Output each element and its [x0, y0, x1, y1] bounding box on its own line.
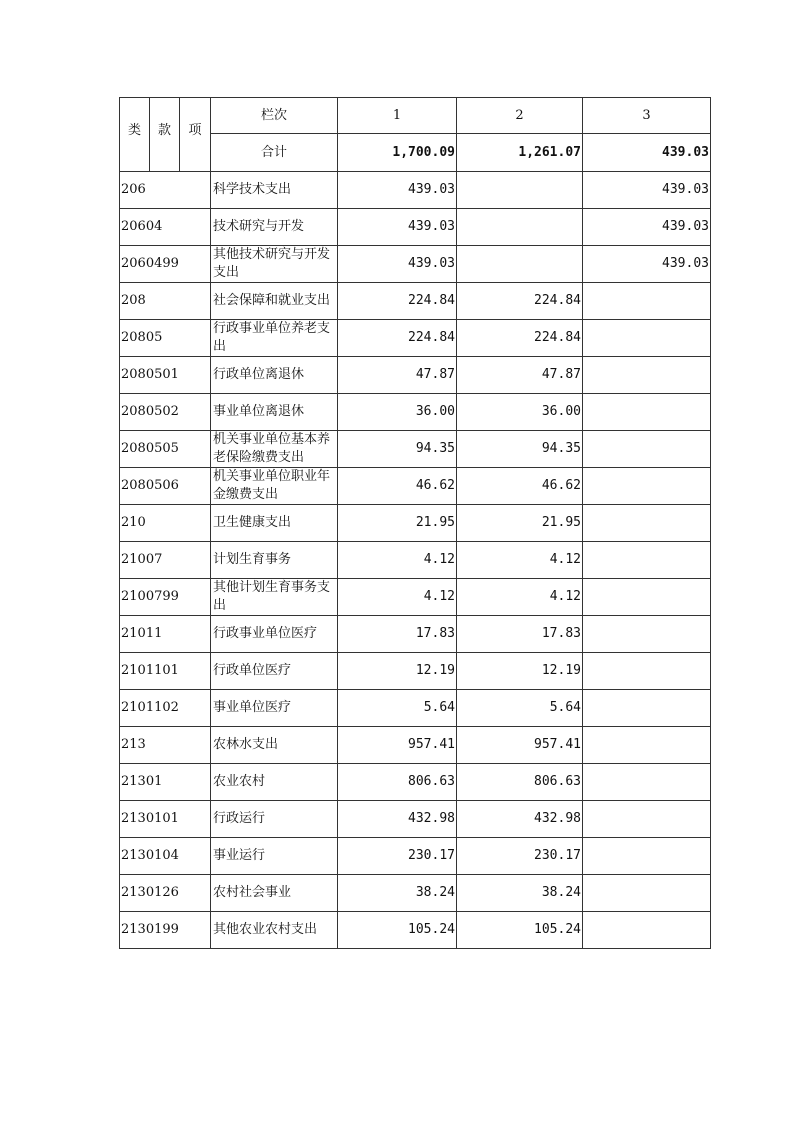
row-name: 事业单位医疗 [211, 690, 338, 727]
row-value-1: 224.84 [338, 283, 457, 320]
row-code: 2130101 [120, 801, 211, 838]
row-value-2 [457, 246, 583, 283]
row-value-1: 4.12 [338, 579, 457, 616]
row-value-2: 21.95 [457, 505, 583, 542]
row-value-1: 47.87 [338, 357, 457, 394]
table-row [120, 209, 711, 246]
row-value-1: 439.03 [338, 209, 457, 246]
row-name: 机关事业单位职业年金缴费支出 [211, 468, 338, 505]
row-name: 其他农业农村支出 [211, 912, 338, 949]
row-value-1: 94.35 [338, 431, 457, 468]
row-value-3 [583, 764, 711, 801]
row-value-1: 105.24 [338, 912, 457, 949]
row-value-3 [583, 431, 711, 468]
row-value-1: 230.17 [338, 838, 457, 875]
row-value-2 [457, 209, 583, 246]
total-value-3: 439.03 [583, 134, 711, 172]
row-value-1: 4.12 [338, 542, 457, 579]
table-row [120, 653, 711, 690]
row-code: 20604 [120, 209, 211, 246]
row-name: 农业农村 [211, 764, 338, 801]
total-value-2: 1,261.07 [457, 134, 583, 172]
row-value-1: 439.03 [338, 246, 457, 283]
table-row [120, 912, 711, 949]
row-value-3 [583, 616, 711, 653]
row-value-2: 17.83 [457, 616, 583, 653]
row-value-1: 36.00 [338, 394, 457, 431]
row-value-3 [583, 320, 711, 357]
row-value-3 [583, 875, 711, 912]
row-value-3 [583, 357, 711, 394]
row-name: 农林水支出 [211, 727, 338, 764]
row-value-2: 5.64 [457, 690, 583, 727]
row-value-2: 36.00 [457, 394, 583, 431]
row-value-3 [583, 912, 711, 949]
table-row [120, 246, 711, 283]
row-value-1: 957.41 [338, 727, 457, 764]
header-lei: 类 [120, 98, 150, 172]
table-row [120, 727, 711, 764]
header-lanci: 栏次 [211, 98, 338, 134]
row-value-2: 957.41 [457, 727, 583, 764]
row-value-2: 432.98 [457, 801, 583, 838]
row-code: 210 [120, 505, 211, 542]
header-row-column-index [120, 98, 711, 134]
row-value-1: 439.03 [338, 172, 457, 209]
row-code: 2080505 [120, 431, 211, 468]
row-value-2: 94.35 [457, 431, 583, 468]
row-code: 2130104 [120, 838, 211, 875]
header-col-2: 2 [457, 98, 583, 134]
row-value-2: 47.87 [457, 357, 583, 394]
header-col-3: 3 [583, 98, 711, 134]
total-label: 合计 [211, 134, 338, 172]
row-value-3 [583, 801, 711, 838]
header-xiang: 项 [180, 98, 211, 172]
total-value-1: 1,700.09 [338, 134, 457, 172]
row-code: 2130199 [120, 912, 211, 949]
row-value-2: 105.24 [457, 912, 583, 949]
row-code: 2080501 [120, 357, 211, 394]
row-code: 2101101 [120, 653, 211, 690]
row-value-1: 432.98 [338, 801, 457, 838]
row-value-3 [583, 653, 711, 690]
table-row [120, 875, 711, 912]
row-code: 20805 [120, 320, 211, 357]
row-value-2: 230.17 [457, 838, 583, 875]
row-name: 其他计划生育事务支出 [211, 579, 338, 616]
table-row [120, 764, 711, 801]
row-value-3 [583, 505, 711, 542]
row-value-3 [583, 394, 711, 431]
row-name: 计划生育事务 [211, 542, 338, 579]
table-row [120, 838, 711, 875]
row-code: 2080502 [120, 394, 211, 431]
row-value-3 [583, 838, 711, 875]
table-row [120, 357, 711, 394]
row-code: 21011 [120, 616, 211, 653]
row-code: 2130126 [120, 875, 211, 912]
row-name: 技术研究与开发 [211, 209, 338, 246]
table-row [120, 690, 711, 727]
row-code: 21301 [120, 764, 211, 801]
row-value-2: 12.19 [457, 653, 583, 690]
header-col-1: 1 [338, 98, 457, 134]
row-name: 科学技术支出 [211, 172, 338, 209]
row-value-3 [583, 283, 711, 320]
row-name: 农村社会事业 [211, 875, 338, 912]
row-name: 事业单位离退休 [211, 394, 338, 431]
row-value-1: 224.84 [338, 320, 457, 357]
row-name: 行政运行 [211, 801, 338, 838]
row-value-1: 12.19 [338, 653, 457, 690]
row-value-3 [583, 690, 711, 727]
table-row [120, 505, 711, 542]
row-value-3 [583, 579, 711, 616]
row-name: 行政单位离退休 [211, 357, 338, 394]
row-name: 行政事业单位医疗 [211, 616, 338, 653]
row-value-1: 5.64 [338, 690, 457, 727]
row-name: 社会保障和就业支出 [211, 283, 338, 320]
row-code: 2100799 [120, 579, 211, 616]
row-value-2: 4.12 [457, 579, 583, 616]
row-name: 行政事业单位养老支出 [211, 320, 338, 357]
row-value-1: 806.63 [338, 764, 457, 801]
row-value-2: 806.63 [457, 764, 583, 801]
table-row [120, 431, 711, 468]
row-value-2: 46.62 [457, 468, 583, 505]
table-row [120, 394, 711, 431]
row-value-2: 224.84 [457, 320, 583, 357]
row-code: 2101102 [120, 690, 211, 727]
table-row [120, 801, 711, 838]
row-value-3 [583, 468, 711, 505]
row-value-3: 439.03 [583, 246, 711, 283]
row-value-3: 439.03 [583, 209, 711, 246]
row-value-1: 46.62 [338, 468, 457, 505]
row-code: 206 [120, 172, 211, 209]
table-row [120, 616, 711, 653]
row-value-1: 38.24 [338, 875, 457, 912]
row-name: 行政单位医疗 [211, 653, 338, 690]
row-value-3 [583, 727, 711, 764]
budget-table [119, 97, 711, 949]
row-name: 卫生健康支出 [211, 505, 338, 542]
row-value-1: 17.83 [338, 616, 457, 653]
row-value-3 [583, 542, 711, 579]
row-value-2: 4.12 [457, 542, 583, 579]
row-name: 事业运行 [211, 838, 338, 875]
row-value-3: 439.03 [583, 172, 711, 209]
table-row [120, 172, 711, 209]
row-code: 21007 [120, 542, 211, 579]
row-code: 213 [120, 727, 211, 764]
table-row [120, 579, 711, 616]
table-row [120, 468, 711, 505]
table-row [120, 542, 711, 579]
table-row [120, 320, 711, 357]
table-row [120, 283, 711, 320]
row-code: 208 [120, 283, 211, 320]
row-code: 2060499 [120, 246, 211, 283]
row-value-2 [457, 172, 583, 209]
row-name: 其他技术研究与开发支出 [211, 246, 338, 283]
header-kuan: 款 [150, 98, 180, 172]
row-value-2: 224.84 [457, 283, 583, 320]
row-code: 2080506 [120, 468, 211, 505]
row-value-2: 38.24 [457, 875, 583, 912]
row-name: 机关事业单位基本养老保险缴费支出 [211, 431, 338, 468]
row-value-1: 21.95 [338, 505, 457, 542]
